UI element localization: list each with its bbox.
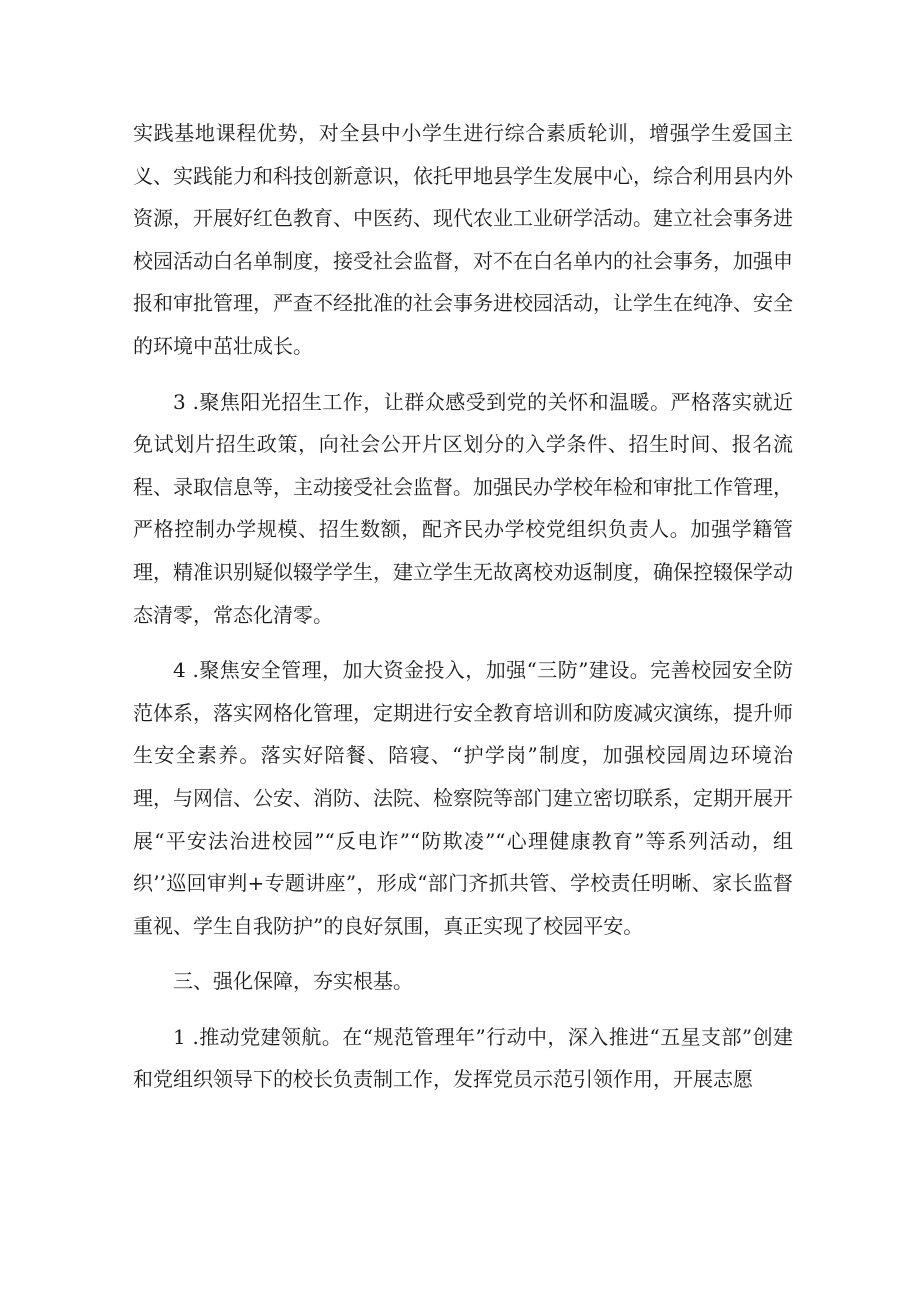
section-heading-3: 三、强化保障，夯实根基。 <box>173 969 413 994</box>
paragraph-item-1: 1 .推动党建领航。在“规范管理年”行动中，深入推进“五星支部”创建和党组织领导下的校长负责制工作，发挥党员示范引领作用，开展志愿 <box>133 1024 793 1092</box>
document-body <box>133 112 793 1101</box>
paragraph-item-4: 4 .聚焦安全管理，加大资金投入，加强“三防”建设。完善校园安全防范体系，落实网格化管理，定期进行安全教育培训和防废减灾演练，提升师生安全素养。落实好陪餐、陪寝、“护学岗”制度，加强校园周边环境治理，与网信、公安、消防、法院、检察院等部门建立密切联系，定期开展开展“平安法治进校园”“反电诈”“防欺凌”“心理健康教育”等系列活动，组织’’巡回审判+专题讲座”，形成“部门齐抓共管、学校责任明晰、家长监督重视、学生自我防护”的良好氛围，真正实现了校园平安。 <box>133 658 793 938</box>
paragraph-continued: 实践基地课程优势，对全县中小学生进行综合素质轮训，增强学生爱国主义、实践能力和科技创新意识，依托甲地县学生发展中心，综合利用县内外资源，开展好红色教育、中医药、现代农业工业研学活动。建立社会事务进校园活动白名单制度，接受社会监督，对不在白名单内的社会事务，加强申报和审批管理，严查不经批准的社会事务进校园活动，让学生在纯净、安全的环境中茁壮成长。 <box>133 121 793 358</box>
paragraph-item-3: 3 .聚焦阳光招生工作，让群众感受到党的关怀和温暖。严格落实就近免试划片招生政策，向社会公开片区划分的入学条件、招生时间、报名流程、录取信息等，主动接受社会监督。加强民办学校年检和审批工作管理，严格控制办学规模、招生数额，配齐民办学校党组织负责人。加强学籍管理，精准识别疑似辍学学生，建立学生无故离校劝返制度，确保控辍保学动态清零，常态化清零。 <box>133 389 793 627</box>
